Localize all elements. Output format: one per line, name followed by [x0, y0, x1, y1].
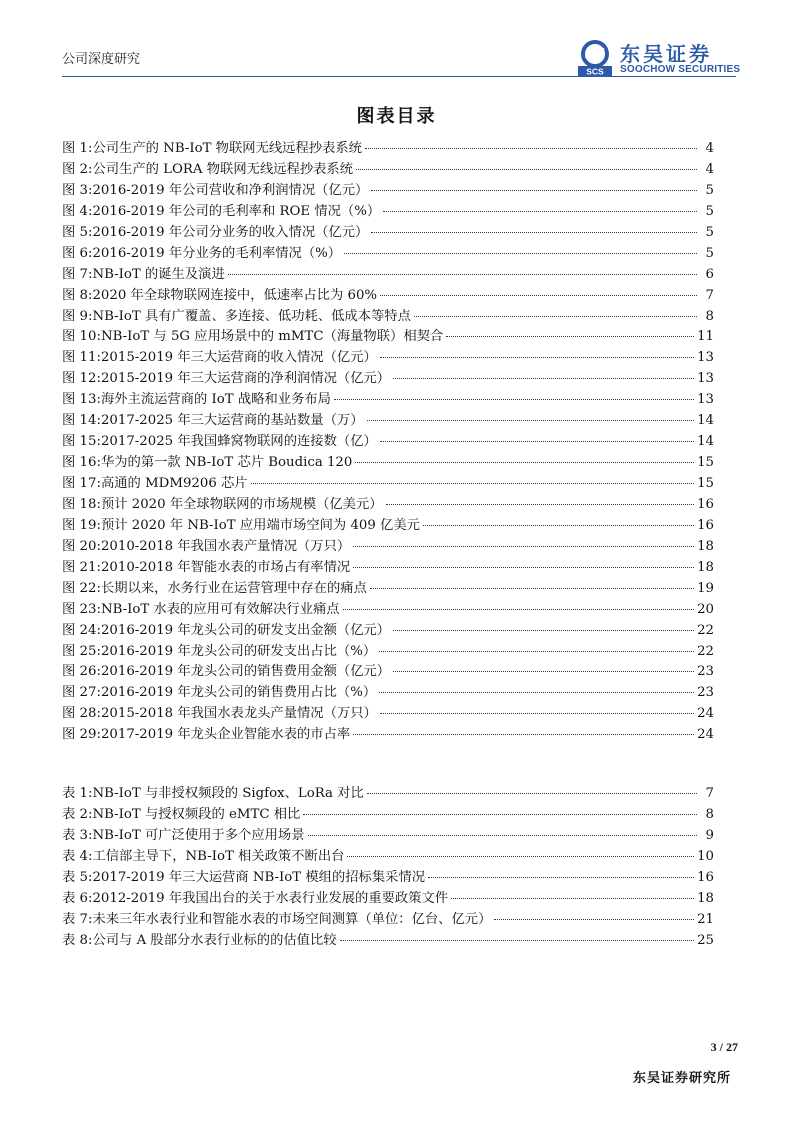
page-ref: 7	[705, 287, 714, 303]
figure-label: 图 14:	[62, 413, 101, 429]
figure-title: 海外主流运营商的 IoT 战略和业务布局	[100, 392, 331, 408]
figure-label: 图 1:	[62, 141, 93, 156]
dot-leader	[356, 169, 697, 170]
dot-leader	[343, 609, 694, 610]
figure-entry[interactable]	[62, 367, 714, 388]
page-ref: 4	[705, 161, 714, 177]
figure-label: 图 3:	[62, 182, 93, 198]
figure-entry[interactable]	[62, 702, 714, 723]
figure-title: 2010-2018 年我国水表产量情况（万只）	[100, 538, 351, 554]
dot-leader	[393, 671, 694, 672]
table-label: 表 1:	[62, 786, 93, 801]
dot-leader	[451, 898, 694, 899]
dot-leader	[393, 630, 694, 631]
header-divider	[62, 76, 736, 77]
table-title: 未来三年水表行业和智能水表的市场空间测算（单位：亿台、亿元）	[92, 911, 492, 927]
page-ref: 4	[705, 141, 714, 156]
table-entry[interactable]	[62, 782, 714, 803]
page-ref: 9	[705, 827, 714, 843]
figure-entry[interactable]	[62, 284, 714, 305]
logo-mark-text: SCS	[586, 66, 604, 77]
figure-label: 图 16:	[62, 455, 101, 471]
soochow-logo-icon	[576, 39, 616, 77]
dot-leader	[228, 274, 697, 275]
table-label: 表 5:	[62, 869, 93, 885]
figure-title: 2017-2019 年龙头企业智能水表的市占率	[100, 727, 351, 743]
dot-leader	[383, 211, 697, 212]
page-ref: 14	[697, 434, 714, 450]
figure-label: 图 9:	[62, 308, 93, 324]
figure-entry[interactable]	[62, 660, 714, 681]
page-ref: 6	[705, 266, 714, 282]
figure-title: 2015-2019 年三大运营商的收入情况（亿元）	[100, 350, 377, 366]
page-ref: 18	[697, 559, 714, 575]
figure-label: 图 15:	[62, 434, 101, 450]
dot-leader	[367, 793, 697, 794]
dot-leader	[371, 232, 697, 233]
figure-entry[interactable]	[62, 535, 714, 556]
figure-title: NB-IoT 的诞生及演进	[92, 266, 225, 282]
figure-title: 长期以来，水务行业在运营管理中存在的痛点	[100, 580, 367, 596]
figure-label: 图 5:	[62, 224, 93, 240]
page-ref: 19	[697, 580, 714, 596]
table-title: 工信部主导下，NB-IoT 相关政策不断出台	[92, 848, 345, 864]
dot-leader	[428, 877, 694, 878]
table-label: 表 7:	[62, 911, 93, 927]
page-ref: 24	[697, 727, 714, 743]
footer-org: 东吴证券研究所	[632, 1071, 731, 1086]
figure-entry[interactable]	[62, 472, 714, 493]
table-entry[interactable]	[62, 929, 714, 950]
dot-leader	[365, 148, 697, 149]
figure-title: 高通的 MDM9206 芯片	[100, 476, 248, 491]
figure-entry[interactable]	[62, 158, 714, 179]
table-title: 2017-2019 年三大运营商 NB-IoT 模组的招标集采情况	[92, 869, 426, 885]
figure-title: 2017-2025 年三大运营商的基站数量（万）	[100, 413, 364, 429]
figure-title: 预计 2020 年 NB-IoT 应用端市场空间为 409 亿美元	[100, 517, 420, 533]
table-entry[interactable]	[62, 866, 714, 887]
table-label: 表 2:	[62, 806, 93, 822]
figure-title: 2016-2019 年公司分业务的收入情况（亿元）	[92, 224, 369, 240]
table-label: 表 8:	[62, 932, 93, 948]
page-ref: 5	[705, 182, 714, 198]
figure-label: 图 19:	[62, 517, 101, 533]
figure-entry[interactable]	[62, 451, 714, 472]
table-title: NB-IoT 与非授权频段的 Sigfox、LoRa 对比	[92, 786, 364, 801]
figure-title: 公司生产的 LORA 物联网无线远程抄表系统	[92, 161, 354, 177]
figure-entry[interactable]	[62, 263, 714, 284]
page-ref: 16	[697, 517, 714, 533]
dot-leader	[353, 567, 694, 568]
figure-title: 2015-2019 年三大运营商的净利润情况（亿元）	[100, 371, 391, 387]
figure-label: 图 25:	[62, 643, 101, 659]
figure-title: 2016-2019 年龙头公司的销售费用金额（亿元）	[100, 664, 391, 680]
figure-entry[interactable]	[62, 325, 714, 346]
page-ref: 14	[697, 413, 714, 429]
figure-title: 2020 年全球物联网连接中，低速率占比为 60%	[92, 287, 378, 303]
figure-entry[interactable]	[62, 493, 714, 514]
dot-leader	[379, 692, 694, 693]
figure-label: 图 2:	[62, 161, 93, 177]
logo-name-en: SOOCHOW SECURITIES	[620, 64, 741, 75]
page-ref: 18	[697, 890, 714, 906]
table-entry[interactable]	[62, 908, 714, 929]
table-title: 2012-2019 年我国出台的关于水表行业发展的重要政策文件	[92, 890, 449, 906]
figure-entry[interactable]	[62, 200, 714, 221]
company-logo	[576, 38, 746, 78]
page-ref: 20	[697, 601, 714, 617]
figure-label: 图 26:	[62, 664, 101, 680]
figure-title: 2016-2019 年公司的毛利率和 ROE 情况（%）	[92, 203, 381, 219]
figure-title: 2010-2018 年智能水表的市场占有率情况	[100, 559, 351, 575]
page-ref: 24	[697, 706, 714, 722]
page-ref: 15	[697, 476, 714, 491]
figure-title: 2015-2018 年我国水表龙头产量情况（万只）	[100, 706, 377, 722]
table-entry[interactable]	[62, 845, 714, 866]
page-ref: 23	[697, 664, 714, 680]
figure-label: 图 11:	[62, 350, 101, 366]
dot-leader	[355, 462, 694, 463]
page-ref: 8	[705, 806, 714, 822]
figure-entry[interactable]	[62, 242, 714, 263]
page-ref: 22	[697, 622, 714, 638]
dot-leader	[347, 856, 694, 857]
page-ref: 25	[697, 932, 714, 948]
dot-leader	[353, 734, 694, 735]
dot-leader	[367, 420, 695, 421]
page-ref: 13	[697, 392, 714, 408]
figure-label: 图 29:	[62, 727, 101, 743]
figure-entry[interactable]	[62, 346, 714, 367]
figure-label: 图 27:	[62, 685, 101, 701]
figure-label: 图 18:	[62, 496, 101, 512]
figure-entry[interactable]	[62, 137, 714, 158]
page-ref: 5	[705, 203, 714, 219]
figure-title: NB-IoT 具有广覆盖、多连接、低功耗、低成本等特点	[92, 308, 411, 324]
figure-entry[interactable]	[62, 556, 714, 577]
page-ref: 21	[697, 911, 714, 927]
dot-leader	[446, 336, 694, 337]
page-ref: 7	[705, 786, 714, 801]
figure-title: 2016-2019 年龙头公司的研发支出占比（%）	[100, 643, 377, 659]
page-ref: 10	[697, 848, 714, 864]
page-ref: 16	[697, 496, 714, 512]
figure-entry[interactable]	[62, 514, 714, 535]
figure-label: 图 13:	[62, 392, 101, 408]
figure-label: 图 21:	[62, 559, 101, 575]
dot-leader	[340, 940, 695, 941]
table-label: 表 6:	[62, 890, 93, 906]
figure-label: 图 17:	[62, 476, 101, 491]
dot-leader	[251, 483, 694, 484]
figure-label: 图 8:	[62, 287, 93, 303]
figure-title: 2017-2025 年我国蜂窝物联网的连接数（亿）	[100, 434, 377, 450]
table-title: NB-IoT 可广泛使用于多个应用场景	[92, 827, 305, 843]
figure-label: 图 10:	[62, 329, 101, 345]
figure-title: 2016-2019 年公司营收和净利润情况（亿元）	[92, 182, 369, 198]
figure-title: NB-IoT 水表的应用可有效解决行业痛点	[100, 601, 340, 617]
page-ref: 5	[705, 224, 714, 240]
figure-entry[interactable]	[62, 723, 714, 744]
dot-leader	[379, 651, 694, 652]
figure-title: 2016-2019 年龙头公司的研发支出金额（亿元）	[100, 622, 391, 638]
figure-entry[interactable]	[62, 681, 714, 702]
dot-leader	[494, 919, 694, 920]
logo-name-cn: 东吴证券	[620, 42, 712, 66]
figure-label: 图 4:	[62, 203, 93, 219]
page-ref: 18	[697, 538, 714, 554]
figure-entry[interactable]	[62, 305, 714, 326]
dot-leader	[371, 190, 697, 191]
figure-entry[interactable]	[62, 221, 714, 242]
table-entry[interactable]	[62, 803, 714, 824]
dot-leader	[353, 546, 694, 547]
figure-title: 预计 2020 年全球物联网的市场规模（亿美元）	[100, 496, 383, 512]
figure-label: 图 6:	[62, 245, 93, 261]
figure-title: 华为的第一款 NB-IoT 芯片 Boudica 120	[100, 455, 353, 471]
dot-leader	[380, 441, 694, 442]
page-ref: 22	[697, 643, 714, 659]
page-ref: 23	[697, 685, 714, 701]
page-ref: 13	[697, 371, 714, 387]
dot-leader	[380, 295, 697, 296]
table-title: NB-IoT 与授权频段的 eMTC 相比	[92, 806, 301, 822]
figure-label: 图 22:	[62, 580, 101, 596]
page-ref: 13	[697, 350, 714, 366]
report-type-label: 公司深度研究	[62, 52, 141, 67]
toc-title: 图表目录	[356, 106, 437, 127]
figure-title: NB-IoT 与 5G 应用场景中的 mMTC（海量物联）相契合	[100, 329, 444, 345]
page-number: 3 / 27	[710, 1040, 738, 1054]
figure-label: 图 24:	[62, 622, 101, 638]
dot-leader	[393, 378, 694, 379]
table-entry[interactable]	[62, 824, 714, 845]
table-label: 表 3:	[62, 827, 93, 843]
table-title: 公司与 A 股部分水表行业标的的估值比较	[92, 932, 337, 948]
table-list	[62, 782, 714, 950]
figure-entry[interactable]	[62, 179, 714, 200]
figure-label: 图 12:	[62, 371, 101, 387]
dot-leader	[414, 316, 697, 317]
page-ref: 15	[697, 455, 714, 471]
figure-label: 图 7:	[62, 266, 93, 282]
figure-entry[interactable]	[62, 388, 714, 409]
figure-title: 2016-2019 年龙头公司的销售费用占比（%）	[100, 685, 377, 701]
dot-leader	[370, 588, 694, 589]
page-ref: 11	[697, 329, 714, 345]
figure-entry[interactable]	[62, 640, 714, 661]
figure-label: 图 23:	[62, 601, 101, 617]
figure-entry[interactable]	[62, 598, 714, 619]
table-entry[interactable]	[62, 887, 714, 908]
dot-leader	[386, 504, 695, 505]
figure-label: 图 20:	[62, 538, 101, 554]
figure-entry[interactable]	[62, 430, 714, 451]
dot-leader	[334, 399, 694, 400]
figure-title: 公司生产的 NB-IoT 物联网无线远程抄表系统	[92, 141, 362, 156]
table-label: 表 4:	[62, 848, 93, 864]
page-ref: 16	[697, 869, 714, 885]
dot-leader	[380, 713, 694, 714]
dot-leader	[344, 253, 697, 254]
dot-leader	[380, 357, 694, 358]
figure-label: 图 28:	[62, 706, 101, 722]
figure-entry[interactable]	[62, 409, 714, 430]
figure-entry[interactable]	[62, 619, 714, 640]
dot-leader	[308, 835, 697, 836]
page-ref: 8	[705, 308, 714, 324]
dot-leader	[423, 525, 694, 526]
page-ref: 5	[705, 245, 714, 261]
figure-list	[62, 137, 714, 744]
dot-leader	[303, 814, 697, 815]
figure-title: 2016-2019 年分业务的毛利率情况（%）	[92, 245, 342, 261]
figure-entry[interactable]	[62, 577, 714, 598]
